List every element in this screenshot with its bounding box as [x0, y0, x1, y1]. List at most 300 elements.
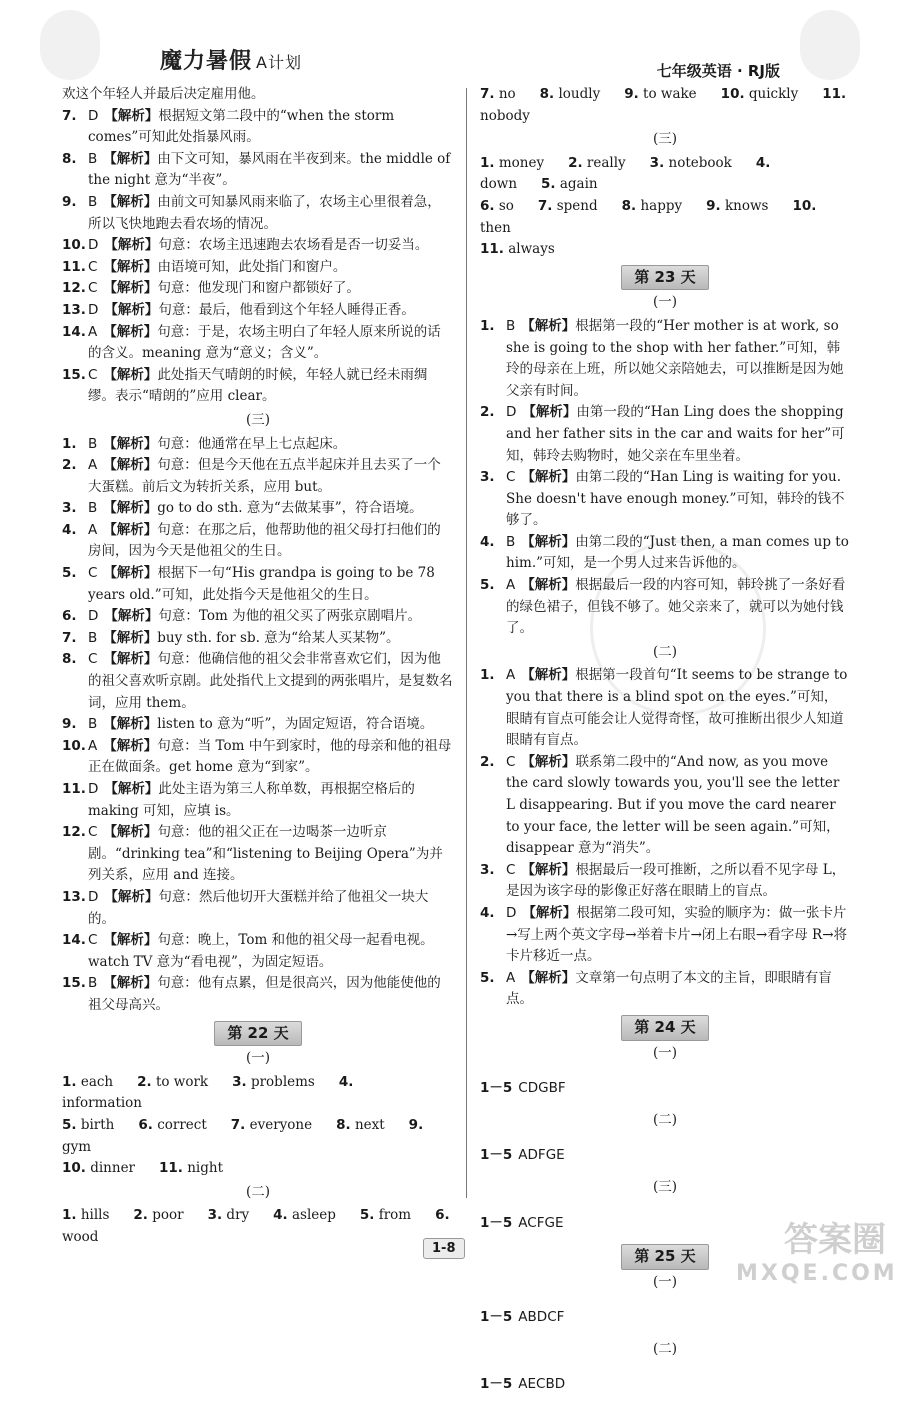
analysis-tag: 【解析】 [103, 435, 158, 452]
word-answer-text: knows [724, 197, 769, 214]
analysis-tag: 【解析】 [103, 258, 158, 275]
word-answer-text: down [480, 176, 518, 193]
analysis-tag: 【解析】 [103, 651, 158, 668]
answer-choice: A [506, 577, 516, 594]
range-answer [480, 1145, 850, 1167]
analysis-tag: 【解析】 [103, 500, 158, 517]
word-answer [650, 155, 744, 171]
day-heading: 第 24 天 [621, 1015, 708, 1041]
question-number: 11. [62, 781, 86, 797]
answer-item [480, 402, 850, 467]
answer-choice: B [88, 500, 98, 517]
answer-item [62, 520, 454, 563]
range-label: 1－5 [480, 1214, 513, 1231]
analysis-tag: 【解析】 [522, 404, 577, 421]
column-divider [466, 88, 467, 1198]
day-heading-wrap [62, 1021, 454, 1047]
word-answer [622, 198, 694, 214]
word-answer-number: 5. [541, 176, 556, 193]
analysis-tag: 【解析】 [521, 469, 576, 486]
word-answer-text: spend [556, 197, 598, 214]
question-number: 2. [480, 404, 495, 421]
word-answer-number: 9. [408, 1116, 424, 1133]
section-label: (二) [245, 1183, 271, 1200]
page-header [0, 0, 900, 90]
word-answer-text: gym [62, 1138, 92, 1155]
section-label: (一) [245, 1050, 271, 1067]
left-column [62, 84, 454, 1248]
answer-choice: B [506, 533, 516, 550]
analysis-text: 此处主语为第三人称单数，再根据空格后的 making 可知，应填 is。 [88, 781, 415, 819]
answer-choice: C [88, 280, 98, 297]
section-label: (一) [652, 1273, 678, 1290]
answer-item [62, 322, 454, 365]
word-answer-line [480, 84, 850, 127]
question-number: 15. [62, 366, 86, 383]
word-answer-text: everyone [249, 1116, 313, 1133]
word-answer-number: 11. [822, 86, 847, 102]
analysis-text: 根据最后一段的内容可知，韩玲挑了一条好看的绿色裙子，但钱不够了。她父亲来了，就可以为她付钱了。 [506, 577, 846, 637]
answer-choice: B [88, 629, 98, 646]
analysis-text: 根据最后一段可推断，之所以看不见字母 L，是因为该字母的影像正好落在眼睛上的盲点。 [506, 861, 846, 900]
analysis-tag: 【解析】 [521, 753, 576, 770]
word-answer [62, 1117, 126, 1133]
section-label: (三) [652, 1178, 678, 1195]
answer-choice: C [88, 366, 98, 383]
word-answer [137, 1074, 220, 1090]
answer-item [480, 467, 850, 532]
word-answer-number: 5. [359, 1207, 375, 1224]
answer-choice: A [506, 969, 516, 986]
range-value: ABDCF [518, 1309, 565, 1326]
question-number: 3. [480, 469, 495, 486]
word-answer-text: loudly [558, 86, 601, 102]
site-watermark [736, 1212, 898, 1286]
answer-choice: A [88, 737, 98, 754]
word-answer-text: happy [640, 197, 683, 214]
word-answer-line [62, 1115, 454, 1158]
word-answer-text: no [498, 86, 516, 102]
question-number: 14. [62, 932, 86, 949]
answer-choice: C [88, 258, 98, 275]
word-answer-text: poor [152, 1207, 184, 1224]
page-number: 1-8 [423, 1238, 465, 1259]
answer-choice: B [506, 317, 516, 334]
answer-choice: C [88, 932, 98, 949]
range-value: AECBD [518, 1376, 566, 1393]
section-label: (二) [652, 1111, 678, 1128]
range-value: ACFGE [518, 1214, 564, 1231]
word-answer-text: asleep [291, 1207, 336, 1224]
answer-choice: A [88, 323, 98, 340]
analysis-tag: 【解析】 [521, 533, 576, 550]
answer-item [62, 106, 454, 149]
word-answer [273, 1207, 348, 1223]
analysis-tag: 【解析】 [521, 667, 576, 684]
answer-choice: A [88, 521, 98, 538]
analysis-tag: 【解析】 [103, 457, 158, 474]
analysis-text: 由语境可知，此处指门和窗户。 [157, 258, 347, 275]
question-number: 11. [62, 258, 86, 275]
question-number: 2. [480, 753, 495, 770]
answer-choice: C [506, 753, 516, 770]
analysis-tag: 【解析】 [104, 781, 159, 797]
answer-choice: D [88, 237, 99, 254]
word-answer-number: 9. [706, 197, 721, 214]
word-answer-number: 10. [792, 197, 817, 214]
word-answer-line [62, 1072, 454, 1115]
word-answer-text: to wake [643, 86, 697, 102]
word-answer [706, 198, 780, 214]
section-label: (三) [652, 131, 678, 148]
answer-item [62, 973, 454, 1016]
answer-item [480, 532, 850, 575]
word-answer-number: 6. [435, 1207, 450, 1224]
word-answer-text: birth [80, 1116, 115, 1133]
answer-item [62, 149, 454, 192]
answer-item [62, 455, 454, 498]
answer-choice: A [88, 457, 98, 474]
word-answer-number: 1. [480, 154, 495, 171]
question-number: 3. [62, 500, 77, 517]
word-answer-number: 8. [539, 86, 555, 102]
answer-choice: D [506, 404, 517, 421]
answer-choice: C [88, 651, 98, 668]
section-label: (一) [652, 1044, 678, 1061]
word-answer [480, 198, 526, 214]
range-answer [480, 1078, 850, 1100]
word-answer-text: to work [155, 1073, 209, 1090]
question-number: 6. [62, 608, 77, 625]
answer-choice: D [88, 107, 99, 124]
word-answer-number: 8. [336, 1116, 351, 1133]
analysis-tag: 【解析】 [103, 737, 158, 754]
answer-choice: B [88, 435, 98, 452]
analysis-tag: 【解析】 [104, 237, 159, 254]
answer-item [62, 628, 454, 650]
answer-item [62, 822, 454, 887]
answer-item [62, 235, 454, 257]
analysis-tag: 【解析】 [521, 969, 576, 986]
word-answer-number: 7. [537, 197, 553, 214]
answer-item [62, 257, 454, 279]
analysis-text: 句意：当 Tom 中午到家时，他的母亲和他的祖母正在做面条。get home 意为“到家”。 [88, 737, 452, 776]
logo-subtitle: A计划 [256, 53, 302, 72]
analysis-tag: 【解析】 [522, 904, 577, 921]
question-number: 4. [480, 533, 495, 550]
answer-item [62, 649, 454, 714]
answer-choice: C [506, 861, 516, 878]
question-number: 14. [62, 323, 86, 340]
range-value: CDGBF [518, 1080, 566, 1097]
word-answer-number: 2. [568, 154, 583, 171]
question-number: 7. [62, 107, 77, 124]
analysis-text: 句意：在那之后，他帮助他的祖父母打扫他们的房间，因为今天是他祖父的生日。 [88, 521, 441, 560]
word-answer-number: 11. [480, 241, 504, 258]
analysis-tag: 【解析】 [103, 824, 158, 841]
analysis-text: 句意：然后他切开大蛋糕并给了他祖父一块大的。 [88, 888, 429, 927]
word-answer-number: 1. [62, 1073, 77, 1090]
analysis-tag: 【解析】 [104, 608, 159, 625]
analysis-text: 句意：晚上，Tom 和他的祖父母一起看电视。watch TV 意为“看电视”，为固定短语。 [88, 932, 434, 970]
analysis-tag: 【解析】 [521, 861, 576, 878]
range-value: ADFGE [518, 1147, 565, 1164]
range-label: 1－5 [480, 1376, 513, 1393]
day-heading: 第 22 天 [214, 1021, 301, 1047]
analysis-tag: 【解析】 [103, 150, 158, 167]
section-label: (二) [652, 1340, 678, 1357]
analysis-text: 由前文可知暴风雨来临了，农场主心里很着急，所以飞快地跑去看农场的情况。 [88, 193, 441, 232]
question-number: 4. [480, 904, 495, 921]
question-number: 15. [62, 975, 86, 992]
word-answer-text: notebook [668, 154, 732, 171]
analysis-tag: 【解析】 [103, 280, 158, 297]
answer-item [480, 860, 850, 903]
answer-item [480, 752, 850, 860]
section-label: (一) [652, 294, 678, 311]
word-answer-text: night [187, 1160, 224, 1177]
answer-item [62, 714, 454, 736]
day-heading: 第 25 天 [621, 1244, 708, 1270]
answer-item [62, 434, 454, 456]
word-answer [159, 1160, 235, 1176]
answer-choice: D [88, 301, 99, 318]
word-answer-number: 10. [62, 1160, 86, 1177]
question-number: 1. [62, 435, 77, 452]
word-answer-text: each [80, 1073, 114, 1090]
analysis-tag: 【解析】 [103, 932, 158, 949]
question-number: 5. [480, 969, 495, 986]
question-number: 2. [62, 457, 77, 474]
answer-choice: D [88, 888, 99, 905]
range-label: 1－5 [480, 1309, 513, 1326]
analysis-text: 句意：最后，他看到这个年轻人睡得正香。 [158, 301, 415, 318]
word-answer [480, 155, 556, 171]
word-answer-number: 7. [230, 1116, 246, 1133]
word-answer [480, 86, 528, 102]
word-answer-number: 11. [159, 1160, 183, 1177]
answer-item [62, 300, 454, 322]
word-answer-number: 1. [62, 1207, 77, 1224]
word-answer-number: 6. [138, 1116, 153, 1133]
word-answer-text: nobody [480, 107, 530, 124]
word-answer-line [62, 1205, 454, 1248]
word-answer [232, 1074, 327, 1090]
analysis-text: buy sth. for sb. 意为“给某人买某物”。 [157, 629, 400, 646]
answer-continuation: 欢这个年轻人并最后决定雇用他。 [62, 86, 265, 102]
section-label: (三) [245, 411, 271, 428]
book-logo [160, 44, 302, 75]
analysis-text: 句意：他发现门和窗户都锁好了。 [157, 280, 360, 297]
word-answer-text: correct [157, 1116, 207, 1133]
logo-title: 魔力暑假 [160, 49, 253, 74]
question-number: 13. [62, 888, 86, 905]
word-answer [540, 86, 613, 102]
word-answer-number: 4. [755, 154, 771, 171]
answer-item [62, 736, 454, 779]
answer-item [62, 606, 454, 628]
analysis-tag: 【解析】 [103, 629, 158, 646]
answer-item [62, 365, 454, 408]
analysis-text: 句意：他通常在早上七点起床。 [157, 435, 347, 452]
subject-label: 七年级英语 · RJ版 [656, 62, 780, 80]
answer-item [62, 779, 454, 822]
day-heading: 第 23 天 [621, 265, 708, 291]
word-answer-number: 3. [207, 1207, 223, 1224]
question-number: 10. [62, 237, 86, 254]
word-answer-text: always [508, 241, 555, 258]
day-heading-wrap [480, 265, 850, 291]
analysis-text: 此处指天气晴朗的时候，年轻人就已经未雨绸缪。表示“晴朗的”应用 clear。 [88, 366, 428, 405]
answer-item [62, 563, 454, 606]
word-answer-text: quickly [748, 86, 799, 102]
analysis-text: 根据第一段首句“It seems to be strange to you that there is a blind spot on the eyes.”可知，眼睛有盲点可能会让人觉得奇怪，故可推断出很少人知道眼睛有盲点。 [506, 667, 848, 749]
analysis-text: 由下文可知，暴风雨在半夜到来。the middle of the night 意为“半夜”。 [88, 150, 451, 189]
word-answer [480, 241, 567, 257]
question-number: 9. [62, 193, 77, 210]
answer-choice: D [506, 904, 517, 921]
word-answer-text: dinner [90, 1160, 136, 1177]
answer-choice: D [88, 608, 99, 625]
word-answer-number: 3. [649, 154, 665, 171]
analysis-tag: 【解析】 [103, 565, 158, 582]
analysis-text: 根据第二段可知，实验的顺序为：做一张卡片→写上两个英文字母→举着卡片→闭上右眼→看字母 R→将卡片移近一点。 [506, 904, 848, 965]
answer-choice: C [88, 565, 98, 582]
analysis-text: 由第二段的“Just then, a man comes up to him.”可知，是一个男人过来告诉他的。 [506, 533, 849, 572]
word-answer-line [480, 239, 850, 261]
word-answer-text: problems [250, 1073, 315, 1090]
right-column [480, 84, 850, 1406]
word-answer-number: 3. [232, 1073, 247, 1090]
analysis-text: 由第二段的“Han Ling is waiting for you. She doesn't have enough money.”可知，韩玲的钱不够了。 [506, 469, 845, 529]
answer-item [480, 903, 850, 968]
question-number: 5. [62, 565, 77, 582]
word-answer [62, 1207, 121, 1223]
word-answer [62, 1160, 147, 1176]
section-label: (二) [652, 643, 678, 660]
word-answer [538, 198, 610, 214]
analysis-text: 句意：他的祖父正在一边喝茶一边听京剧。“drinking tea”和“listening to Beijing Opera”为并列关系，应用 and 连接。 [88, 824, 443, 884]
watermark-line2: MXQE.COM [736, 1261, 898, 1286]
analysis-tag: 【解析】 [103, 193, 158, 210]
analysis-tag: 【解析】 [103, 975, 158, 992]
word-answer-number: 5. [62, 1116, 77, 1133]
analysis-tag: 【解析】 [104, 301, 159, 318]
analysis-text: 句意：农场主迅速跑去农场看是否一切妥当。 [158, 237, 429, 254]
analysis-tag: 【解析】 [103, 521, 158, 538]
word-answer-number: 9. [624, 86, 639, 102]
word-answer [62, 1074, 125, 1090]
analysis-text: 句意：于是，农场主明白了年轻人原来所说的话的含义。meaning 意为“意义；含义”。 [88, 323, 441, 362]
answer-item [480, 968, 850, 1011]
question-number: 1. [480, 667, 495, 684]
question-number: 10. [62, 737, 86, 754]
word-answer-number: 2. [137, 1073, 152, 1090]
answer-choice: B [88, 150, 98, 167]
word-answer [231, 1117, 324, 1133]
analysis-tag: 【解析】 [103, 366, 158, 383]
question-number: 1. [480, 317, 495, 334]
word-answer-number: 8. [621, 197, 637, 214]
analysis-tag: 【解析】 [103, 323, 158, 340]
question-number: 13. [62, 301, 86, 318]
analysis-text: 根据第一段的“Her mother is at work, so she is going to the shop with her father.”可知，韩玲的母亲在上班，所以她父亲陪她去，可以推断是因为她父亲有时间。 [506, 317, 844, 399]
question-number: 3. [480, 861, 495, 878]
word-answer [624, 86, 708, 102]
word-answer-number: 2. [133, 1207, 148, 1224]
question-number: 7. [62, 629, 77, 646]
word-answer-text: wood [62, 1228, 99, 1245]
answer-choice: D [88, 781, 99, 797]
word-answer-line [480, 153, 850, 196]
question-number: 12. [62, 824, 86, 841]
word-answer-text: really [586, 154, 626, 171]
answer-item [480, 316, 850, 402]
word-answer-text: next [354, 1116, 385, 1133]
word-answer-text: from [378, 1207, 412, 1224]
analysis-tag: 【解析】 [521, 577, 576, 594]
analysis-text: 联系第二段中的“And now, as you move the card slowly towards you, you'll see the letter L disappearing. But if you move the card nearer to your face, the letter will be seen again.”可知，disappear 意为“消失”。 [506, 753, 840, 857]
analysis-text: 句意：但是今天他在五点半起床并且去买了一个大蛋糕。前后文为转折关系，应用 but。 [88, 457, 441, 495]
day-heading-wrap [480, 1015, 850, 1041]
analysis-text: 句意：Tom 为他的祖父买了两张京剧唱片。 [158, 608, 422, 625]
analysis-text: 由第一段的“Han Ling does the shopping and her father sits in the car and waits for her”可知，韩玲去购物时，她父亲在车里坐着。 [506, 404, 845, 464]
word-answer [360, 1207, 423, 1223]
analysis-tag: 【解析】 [103, 716, 158, 733]
word-answer-text: information [62, 1095, 143, 1112]
question-number: 8. [62, 150, 77, 167]
range-answer [480, 1307, 850, 1329]
question-number: 12. [62, 280, 86, 297]
answer-item [62, 887, 454, 930]
answer-item [62, 278, 454, 300]
word-answer-number: 6. [480, 197, 495, 214]
analysis-tag: 【解析】 [104, 888, 159, 905]
corner-illustration-left [40, 10, 100, 80]
word-answer-text: dry [226, 1207, 250, 1224]
answer-choice: B [88, 193, 98, 210]
word-answer-line [62, 1158, 454, 1180]
word-answer [138, 1117, 218, 1133]
answer-item [62, 498, 454, 520]
range-label: 1－5 [480, 1147, 513, 1164]
word-answer [336, 1117, 397, 1133]
word-answer-text: so [498, 197, 514, 214]
word-answer [721, 86, 811, 102]
corner-illustration-right [800, 10, 860, 80]
question-number: 4. [62, 521, 77, 538]
analysis-text: 句意：他确信他的祖父会非常喜欢它们，因为他的祖父喜欢听京剧。此处指代上文提到的两张唱片，是复数名词，应用 them。 [88, 651, 453, 711]
question-number: 5. [480, 577, 495, 594]
answer-item [480, 665, 850, 751]
word-answer-number: 7. [480, 86, 495, 102]
analysis-text: listen to 意为“听”，为固定短语，符合语境。 [157, 716, 434, 733]
word-answer-number: 4. [338, 1073, 354, 1090]
analysis-tag: 【解析】 [104, 107, 159, 124]
question-number: 8. [62, 651, 77, 668]
range-answer [480, 1374, 850, 1396]
word-answer-text: again [559, 176, 598, 193]
word-answer [133, 1207, 195, 1223]
word-answer-number: 10. [720, 86, 745, 102]
word-answer-text: money [498, 154, 545, 171]
answer-item [480, 575, 850, 640]
analysis-tag: 【解析】 [521, 317, 576, 334]
word-answer [208, 1207, 262, 1223]
analysis-text: 根据短文第二段中的“when the storm comes”可知此处指暴风雨。 [88, 107, 395, 146]
question-number: 9. [62, 716, 77, 733]
answer-item [62, 930, 454, 973]
